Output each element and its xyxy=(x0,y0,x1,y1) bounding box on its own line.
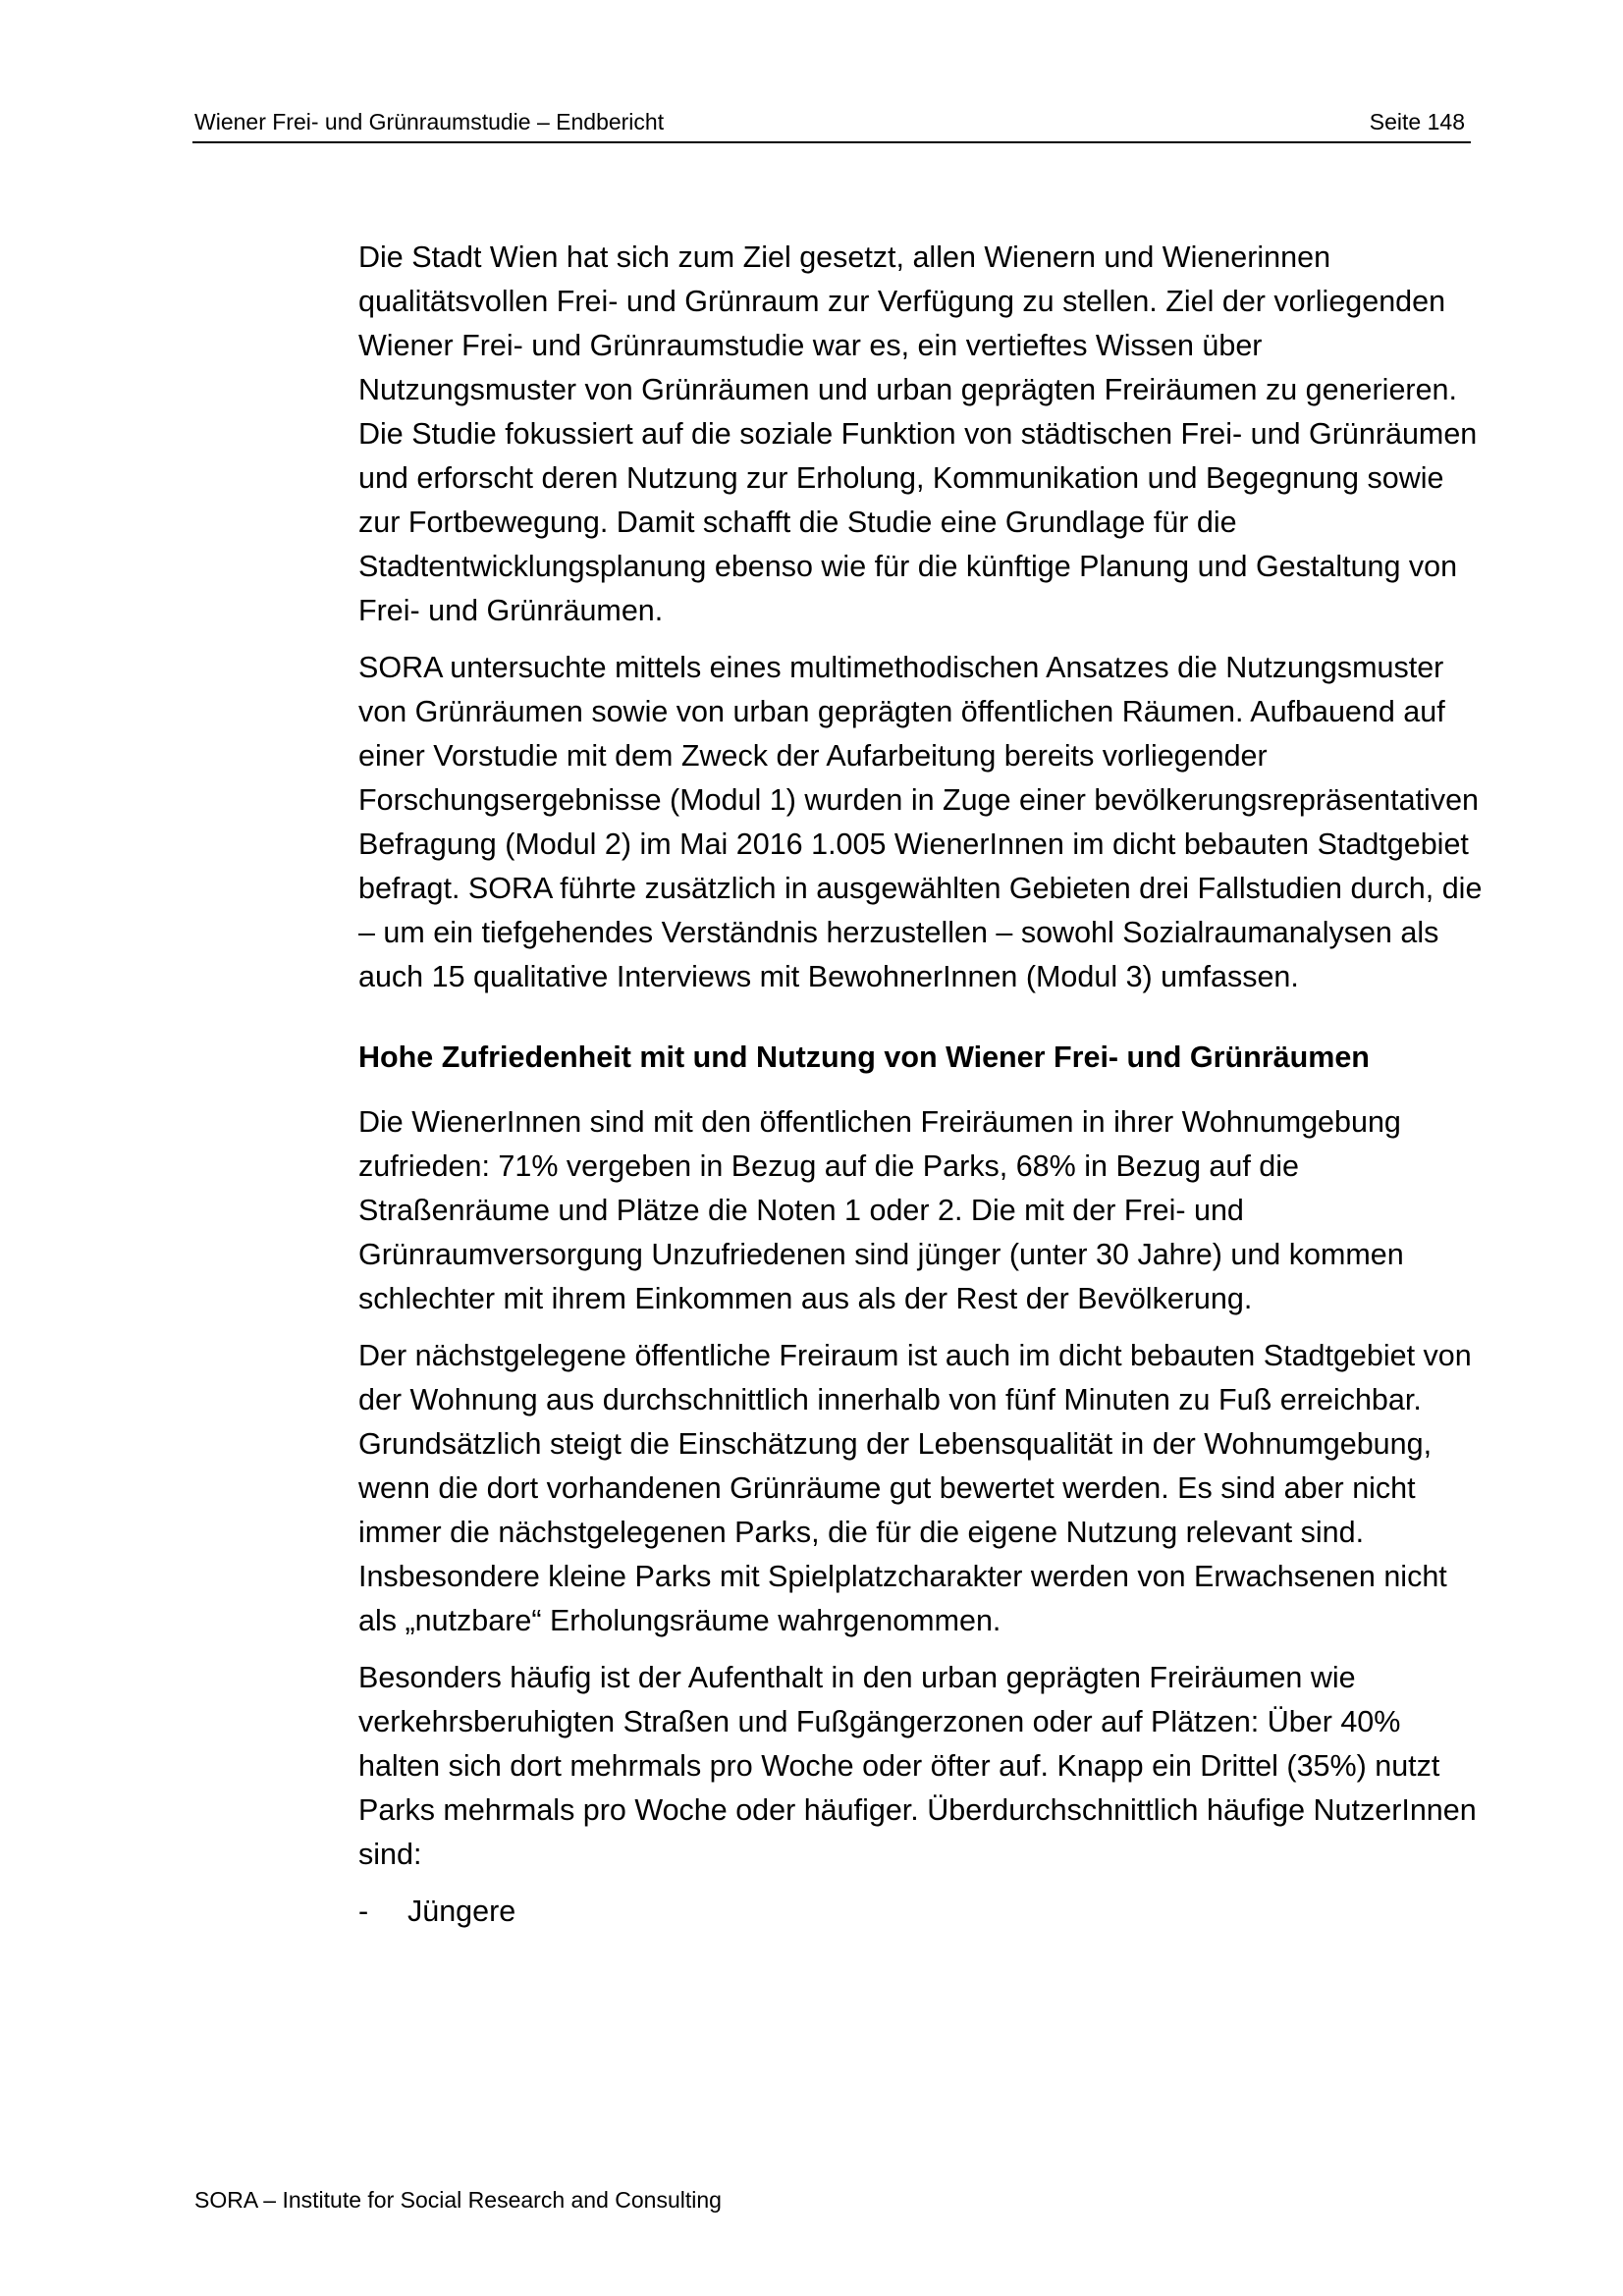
page-header xyxy=(192,102,1471,143)
paragraph-usage: Besonders häufig ist der Aufenthalt in den urban geprägten Freiräumen wie verkehrsberuhigten Straßen und Fußgängerzonen oder auf Plätzen: Über 40% halten sich dort mehrmals pro Woche oder öfter auf. Knapp ein Drittel (35%) nutzt Parks mehrmals pro Woche oder häufiger. Überdurchschnittlich häufige NutzerInnen sind: xyxy=(358,1661,1477,1871)
document-title: Wiener Frei- und Grünraumstudie – Endbericht xyxy=(194,109,665,134)
user-group-list xyxy=(358,1890,1488,1934)
page-number: Seite 148 xyxy=(1369,109,1465,134)
paragraph-intro: Die Stadt Wien hat sich zum Ziel gesetzt, allen Wienern und Wienerinnen qualitätsvollen Frei- und Grünraum zur Verfügung zu stellen. Ziel der vorliegenden Wiener Frei- und Grünraumstudie war es, ein vertieftes Wissen über Nutzungsmuster von Grünräumen und urban geprägten Freiräumen zu generieren. Die Studie fokussiert auf die soziale Funktion von städtischen Frei- und Grünräumen und erforscht deren Nutzung zur Erholung, Kommunikation und Begegnung sowie zur Fortbewegung. Damit schafft die Studie eine Grundlage für die Stadtentwicklungsplanung ebenso wie für die künftige Planung und Gestaltung von Frei- und Grünräumen. xyxy=(358,240,1478,627)
list-item xyxy=(358,1890,1488,1934)
paragraph-satisfaction: Die WienerInnen sind mit den öffentlichen Freiräumen in ihrer Wohnumgebung zufrieden: 71% vergeben in Bezug auf die Parks, 68% in Bezug auf die Straßenräume und Plätze die Noten 1 oder 2. Die mit der Frei- und Grünraumversorgung Unzufriedenen sind jünger (unter 30 Jahre) und kommen schlechter mit ihrem Einkommen aus als der Rest der Bevölkerung. xyxy=(358,1105,1404,1315)
list-marker: - xyxy=(358,1895,369,1928)
list-item-text: Jüngere xyxy=(407,1895,516,1928)
page-footer: SORA – Institute for Social Research and Consulting xyxy=(194,2187,722,2213)
section-heading: Hohe Zufriedenheit mit und Nutzung von Wiener Frei- und Grünräumen xyxy=(358,1041,1370,1074)
paragraph-proximity: Der nächstgelegene öffentliche Freiraum ist auch im dicht bebauten Stadtgebiet von der Wohnung aus durchschnittlich innerhalb von fünf Minuten zu Fuß erreichbar. Grundsätzlich steigt die Einschätzung der Lebensqualität in der Wohnumgebung, wenn die dort vorhandenen Grünräume gut bewertet werden. Es sind aber nicht immer die nächstgelegenen Parks, die für die eigene Nutzung relevant sind. Insbesondere kleine Parks mit Spielplatzcharakter werden von Erwachsenen nicht als „nutzbare“ Erholungsräume wahrgenommen. xyxy=(358,1339,1472,1637)
paragraph-method: SORA untersuchte mittels eines multimethodischen Ansatzes die Nutzungsmuster von Grünräumen sowie von urban geprägten öffentlichen Räumen. Aufbauend auf einer Vorstudie mit dem Zweck der Aufarbeitung bereits vorliegender Forschungsergebnisse (Modul 1) wurden in Zuge einer bevölkerungsrepräsentativen Befragung (Modul 2) im Mai 2016 1.005 WienerInnen im dicht bebauten Stadtgebiet befragt. SORA führte zusätzlich in ausgewählten Gebieten drei Fallstudien durch, die – um ein tiefgehendes Verständnis herzustellen – sowohl Sozialraumanalysen als auch 15 qualitative Interviews mit BewohnerInnen (Modul 3) umfassen. xyxy=(358,651,1483,993)
main-content xyxy=(358,236,1488,1934)
